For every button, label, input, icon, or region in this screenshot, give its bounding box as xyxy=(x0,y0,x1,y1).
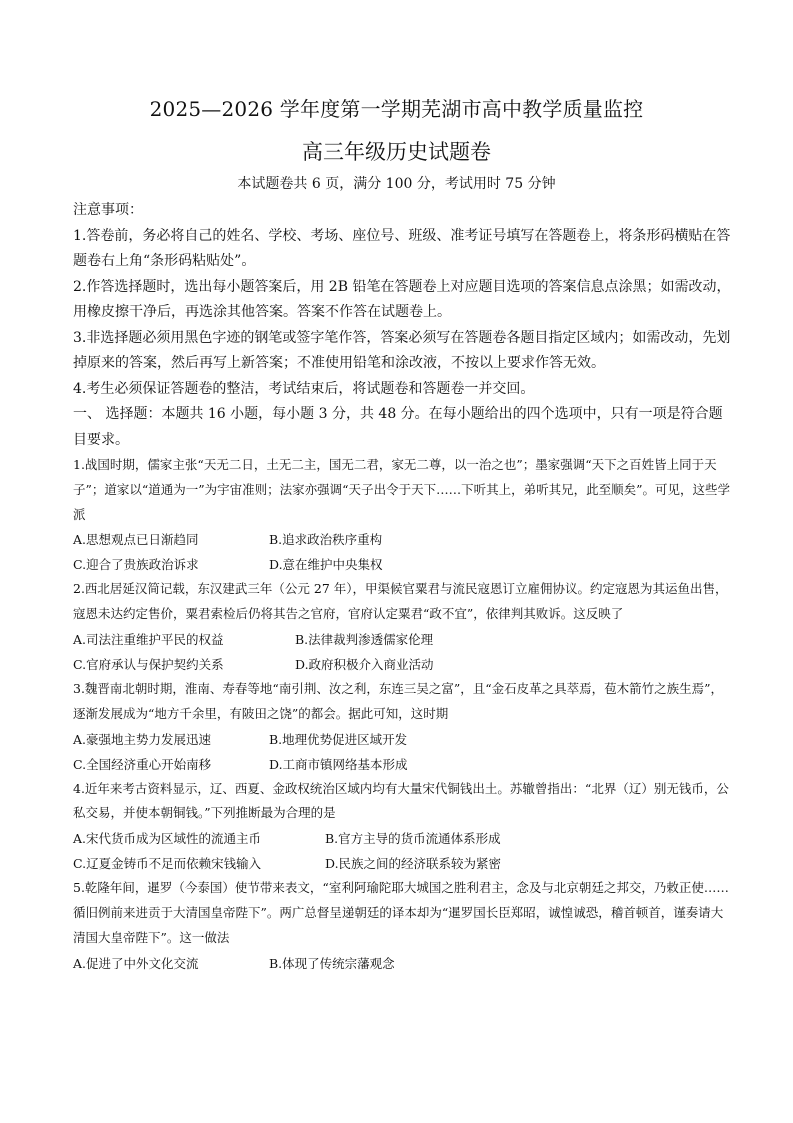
exam-subtitle: 高三年级历史试题卷 xyxy=(302,140,491,164)
question-1-option-a: A.思想观点已日渐趋同 xyxy=(73,532,199,548)
question-5-option-b: B.体现了传统宗藩观念 xyxy=(269,955,395,971)
section-heading: 一、 选择题：本题共 16 小题，每小题 3 分，共 48 分。在每小题给出的四个选项中，只有一项是符合题目要求。 xyxy=(73,406,723,448)
question-3-option-a: A.豪强地主势力发展迅速 xyxy=(73,731,212,747)
note-item-4: 4.考生必须保证答题卷的整洁，考试结束后，将试题卷和答题卷一并交回。 xyxy=(73,380,535,397)
question-2-option-a: A.司法注重维护平民的权益 xyxy=(73,631,224,647)
question-3-option-c: C.全国经济重心开始南移 xyxy=(73,756,212,772)
question-3-options-row-2 xyxy=(73,752,733,777)
question-3-stem: 3.魏晋南北朝时期，淮南、寿春等地“南引荆、汝之利，东连三吴之富”，且“金石皮革之具萃焉，苞木箭竹之族生焉”，逐渐发展成为“地方千余里，有陂田之饶”的都会。据此可知，这时期 xyxy=(73,680,723,721)
question-4-options-row-2 xyxy=(73,851,733,876)
exam-content xyxy=(73,198,733,976)
question-2-options-row-2 xyxy=(73,652,733,677)
note-item-2: 2.作答选择题时，选出每小题答案后，用 2B 铅笔在答题卷上对应题目选项的答案信息点涂黑；如需改动，用橡皮擦干净后，再选涂其他答案。答案不作答在试题卷上。 xyxy=(73,278,731,320)
question-5-option-a: A.促进了中外文化交流 xyxy=(73,955,199,971)
question-2-stem: 2.西北居延汉简记载，东汉建武三年（公元 27 年），甲渠候官粟君与流民寇恩订立雇佣协议。约定寇恩为其运鱼出售，寇恩未达约定售价，粟君索检后仍将其告之官府，官府认定粟君“政不宜”，依律判其败诉。这反映了 xyxy=(73,581,728,622)
question-2-option-b: B.法律裁判渗透儒家伦理 xyxy=(295,631,434,647)
question-3-option-b: B.地理优势促进区域开发 xyxy=(269,731,408,747)
question-2-options-row-1 xyxy=(73,627,733,652)
question-4-options-row-1 xyxy=(73,826,733,851)
question-5-stem: 5.乾隆年间，暹罗（今泰国）使节带来表文，“室利阿瑜陀耶大城国之胜利君主，念及与北京朝廷之邦交，乃敕正使……循旧例前来进贡于大清国皇帝陛下”。两广总督呈递朝廷的译本却为“暹罗国长臣郑昭，诚惶诚恐，稽首顿首，谨奏请大清国大皇帝陛下”。这一做法 xyxy=(73,880,729,945)
question-4-stem: 4.近年来考古资料显示，辽、西夏、金政权统治区域内均有大量宋代铜钱出土。苏辙曾指出：“北界（辽）别无钱币，公私交易，并使本朝铜钱。”下列推断最为合理的是 xyxy=(73,780,729,821)
question-1-options-row-1 xyxy=(73,527,733,552)
notes-heading: 注意事项： xyxy=(73,202,143,218)
question-1-option-b: B.追求政治秩序重构 xyxy=(269,532,383,548)
note-item-3: 3.非选择题必须用黑色字迹的钢笔或签字笔作答，答案必须写在答题卷各题目指定区域内；如需改动，先划掉原来的答案，然后再写上新答案；不准使用铅笔和涂改液，不按以上要求作答无效。 xyxy=(73,329,731,371)
question-4-option-d: D.民族之间的经济联系较为紧密 xyxy=(325,856,502,872)
question-4-option-c: C.辽夏金铸币不足而依赖宋钱输入 xyxy=(73,856,262,872)
question-1-option-c: C.迎合了贵族政治诉求 xyxy=(73,557,199,573)
note-item-1: 1.答卷前，务必将自己的姓名、学校、考场、座位号、班级、准考证号填写在答题卷上，将条形码横贴在答题卷右上角“条形码粘贴处”。 xyxy=(73,227,731,269)
exam-title: 2025—2026 学年度第一学期芜湖市高中教学质量监控 xyxy=(149,97,644,121)
question-2-option-d: D.政府积极介入商业活动 xyxy=(295,656,434,672)
question-3-option-d: D.工商市镇网络基本形成 xyxy=(269,756,408,772)
question-4-option-b: B.官方主导的货币流通体系形成 xyxy=(325,831,501,847)
question-1-options-row-2 xyxy=(73,552,733,577)
question-1-stem: 1.战国时期，儒家主张“天无二日，土无二主，国无二君，家无二尊，以一治之也”；墨家强调“天下之百姓皆上同于天子”；道家以“道通为一”为宇宙准则；法家亦强调“天子出令于天下……下听其上，弟听其兄，此至顺矣”。可见，这些学派 xyxy=(73,457,730,522)
question-4-option-a: A.宋代货币成为区域性的流通主币 xyxy=(73,831,262,847)
exam-info: 本试题卷共 6 页，满分 100 分，考试用时 75 分钟 xyxy=(237,176,556,192)
question-5-options-row-1 xyxy=(73,951,733,976)
question-1-option-d: D.意在维护中央集权 xyxy=(269,557,383,573)
question-3-options-row-1 xyxy=(73,727,733,752)
question-2-option-c: C.官府承认与保护契约关系 xyxy=(73,656,224,672)
